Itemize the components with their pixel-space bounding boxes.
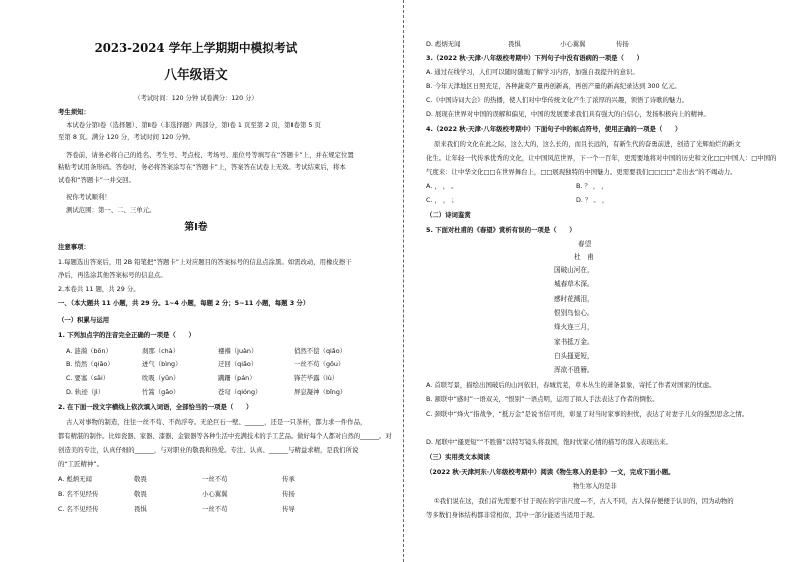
article-title: 物生寒入的是非	[573, 482, 617, 490]
option-part: 畏惧	[134, 505, 147, 513]
part-title: 第Ⅰ卷	[184, 222, 208, 233]
q2-passage-line: 的“工匠精神”。	[58, 460, 103, 468]
option-part: 襁褓（juàn）	[218, 347, 258, 355]
poem-line: 浑欲不胜簪。	[554, 366, 594, 374]
option-part: B. 名不见经传	[58, 490, 99, 498]
option-part: 刹那（chà）	[142, 347, 180, 355]
option-part: 一丝不苟（gǒu）	[294, 360, 345, 368]
right-column	[406, 0, 794, 562]
q2-passage-line: 创造美的专注，认真仔细的______，与对职业的敬畏和热爱。专注、认真、______与精益求精，是我们所说	[58, 446, 359, 454]
option-part: 竹篙（gāo）	[142, 388, 180, 396]
option-part: C. 要塞（sāi）	[66, 374, 110, 382]
option-part: 小心翼翼	[560, 40, 586, 48]
notice-heading: 考生须知：	[58, 108, 90, 116]
q4-passage-line: 原来我们的文化在此之际，这么大的，这么长的，而且长远的，有新生代的奋勇前进，创造了光辉灿烂的新文	[434, 140, 741, 148]
question-5: 5. 下面对杜甫的《春望》赏析有误的一项是（ ）	[426, 226, 576, 234]
notice-line: 本试卷分第Ⅰ卷（选择题）、第Ⅱ卷（非选择题）两部分，第Ⅰ卷 1 页至第 2 页，第Ⅱ卷第 5 页	[66, 121, 321, 129]
option-part: 吮吸（yǔn）	[142, 374, 180, 382]
option-part: B. 悄然（qiǎo）	[66, 360, 114, 368]
q3-option-d: D. 展现在世界对中国的误解和偏见，中国的发展要求我们具有强大的自信心，发扬积极向上的精神。	[426, 110, 710, 118]
q3-option-b: B. 今年天津地区日照充足，各种蔬菜产量再创新高，再创产量的新高纪录达到 300 亿元。	[426, 82, 681, 90]
option-part: D. 彪炳无闻	[426, 40, 461, 48]
option-part: 迸气（bìng）	[142, 360, 182, 368]
attention-line: 净后，再选涂其他答案标号的信息点。	[58, 271, 167, 279]
option-part: 苍穹（qióng）	[218, 388, 262, 396]
exam-info: （考试时间：120 分钟 试卷满分：120 分）	[134, 94, 258, 102]
option-part: 一丝不苟	[202, 475, 228, 483]
option-part: 迂回（qiǎo）	[218, 360, 258, 368]
option-part: 传承	[282, 475, 295, 483]
notice-line: 粘贴考试用条形码。答卷时，务必将答案涂写在“答题卡”上，答案答在试卷上无效。考试结束后，将本	[58, 163, 346, 171]
option-part: 锋芒毕露（lù）	[294, 374, 339, 382]
option-part: 敬畏	[134, 490, 147, 498]
question-3: 3.（2022 秋·天津·八年级校考期中）下列句子中没有语病的一项是（ ）	[426, 54, 644, 62]
q5-option-c: C. 颈联中“烽火”指战争，“抵万金”是说书信可贵，彰显了对当时家事的担忧，表达了对妻子儿女的强烈思念之情。	[426, 410, 749, 418]
option-part: 敬畏	[134, 475, 147, 483]
option-part: 传扬	[282, 490, 295, 498]
poem-line: 家书抵万金。	[554, 338, 594, 346]
exam-subtitle: 八年级语文	[164, 68, 228, 83]
option-part: 蹒跚（pán）	[218, 374, 256, 382]
option-part: 俏然不偿（qiǎo）	[294, 347, 347, 355]
poem-line: 白头搔更短，	[554, 352, 594, 360]
subsection-heading: （三）实用类文本阅读	[426, 453, 490, 461]
poem-line: 国破山河在，	[554, 266, 594, 274]
question-1: 1. 下列加点字的注音完全正确的一项是（ ）	[58, 331, 195, 339]
q2-passage-line: 古人对事物的制造，往往一丝不苟、不尚浮夸。无论巨石一壁、______，还是一只茶杯，都力求一件作品，	[66, 418, 367, 426]
option-part: A. ， ， 。	[426, 182, 458, 190]
article-line: ①我们说在这，我们首先需要不甘于现在的宇宙尺度—不，古人不同，古人保存便便于认识的，因为动物的	[434, 497, 734, 505]
q3-option-c: C.《中国诗词大会》的热播，使人们对中华传统文化产生了浓厚的兴趣，领悟了诗歌的魅力。	[426, 96, 689, 104]
section-heading: 一、（本大题共 11 小题，共 29 分。1~4 小题，每题 2 分；5~11 小题，每题 3 分）	[58, 299, 310, 307]
option-part: 畏惧	[508, 40, 521, 48]
q4-passage-line: 化生。让年轻一代传承优秀的文化，让中国风范世界，下一个一百年，更需要地将对中国的历史和文化□□中国人：□中国的	[426, 154, 777, 162]
option-part: C. ， ， ；	[426, 196, 458, 204]
poem-title: 春望	[578, 240, 592, 248]
option-part: D. ？ 。 ，	[576, 196, 609, 204]
poem-line: 感时花溅泪，	[554, 295, 594, 303]
option-part: 一丝不苟	[202, 505, 228, 513]
question-6-intro: （2022 秋·天津河东·八年级校考期中）阅读《物生寒入的是非》一文，完成下面小题。	[426, 468, 675, 476]
article-line: 等多数们身体结构都非常相似，其中一部分能适当适用于现。	[426, 511, 599, 519]
notice-line: 祝你考试顺利！	[66, 193, 111, 201]
option-part: 屏息凝神（bǐng）	[294, 388, 347, 396]
option-part: 传导	[282, 505, 295, 513]
q4-passage-line: 气度来：让中华文化□□在世界舞台上，□□展现独特的中国魅力。更需要我们□□□□“走出去”的不竭动力。	[426, 168, 737, 176]
poem-line: 烽火连三月，	[554, 323, 594, 331]
question-2: 2. 在下面一段文字横线上依次填入词语，全部恰当的一项是（ ）	[58, 403, 253, 411]
q5-option-b: B. 颔联中“感时”一语双关，“恨别”一语点明，运用了拟人手法表达了作者的惆怅。	[426, 395, 659, 403]
q5-option-d: D. 尾联中“搔更短”“不胜簪”以特写镜头将我国，饱时忧家心情的描写的深入表现出来。	[426, 438, 672, 446]
option-part: A. 涟漪（bōn）	[66, 347, 112, 355]
poem-line: 城春草木深。	[554, 280, 594, 288]
poem-line: 恨别鸟惊心。	[554, 309, 594, 317]
option-part: C. 名不见经传	[58, 505, 99, 513]
option-part: 传扬	[616, 40, 629, 48]
option-part: 小心翼翼	[202, 490, 228, 498]
q5-option-a: A. 首联写景，描绘出国破后的山河依旧，春城荒芜，草木丛生的萧条景象，寄托了作者对国家的忧虑。	[426, 381, 716, 389]
subsection-heading: （一）积累与运用	[58, 316, 110, 324]
attention-line: 2.本卷共 11 题，共 29 分。	[58, 285, 140, 293]
notice-line: 答卷前，请务必将自己的姓名、考生号、考点校、考场号、座位号等填写在“答题卡”上，并在规定位置	[66, 151, 354, 159]
attention-line: 1.每题选出答案后，用 2B 铅笔把“答题卡”上对应题目的答案标号的信息点涂黑。如需改动，用橡皮擦干	[58, 258, 352, 266]
attention-heading: 注意事项：	[58, 243, 90, 251]
column-divider	[403, 0, 405, 562]
q2-passage-line: 都有精湛的制作。比如瓷器、家器、漆器、金银器等各种生活中充满技术的手工艺品。做好每个人都对自然的______。对	[58, 432, 392, 440]
notice-line: 至第 8 页。满分 120 分，考试时间 120 分钟。	[58, 133, 195, 141]
q3-option-a: A. 通过在线学习，人们可以随时随地了解学习内容，加强自我提升的意识。	[426, 68, 639, 76]
option-part: B. ？ ， ，	[576, 182, 608, 190]
option-part: A. 彪炳无闻	[58, 475, 92, 483]
notice-line: 测试范围：第一、二、三单元。	[66, 206, 156, 214]
exam-title: 2023-2024 学年上学期期中模拟考试	[94, 41, 298, 55]
subsection-heading: （二）诗词鉴赏	[426, 211, 471, 219]
option-part: D. 轨迹（jì）	[66, 388, 105, 396]
poem-author: 杜 甫	[574, 253, 594, 261]
notice-line: 试卷和“答题卡”一并交回。	[58, 176, 135, 184]
question-4: 4.（2022 秋·天津·八年级校考期中）下面句子中的标点符号，使用正确的一项是（ ）	[426, 125, 682, 133]
